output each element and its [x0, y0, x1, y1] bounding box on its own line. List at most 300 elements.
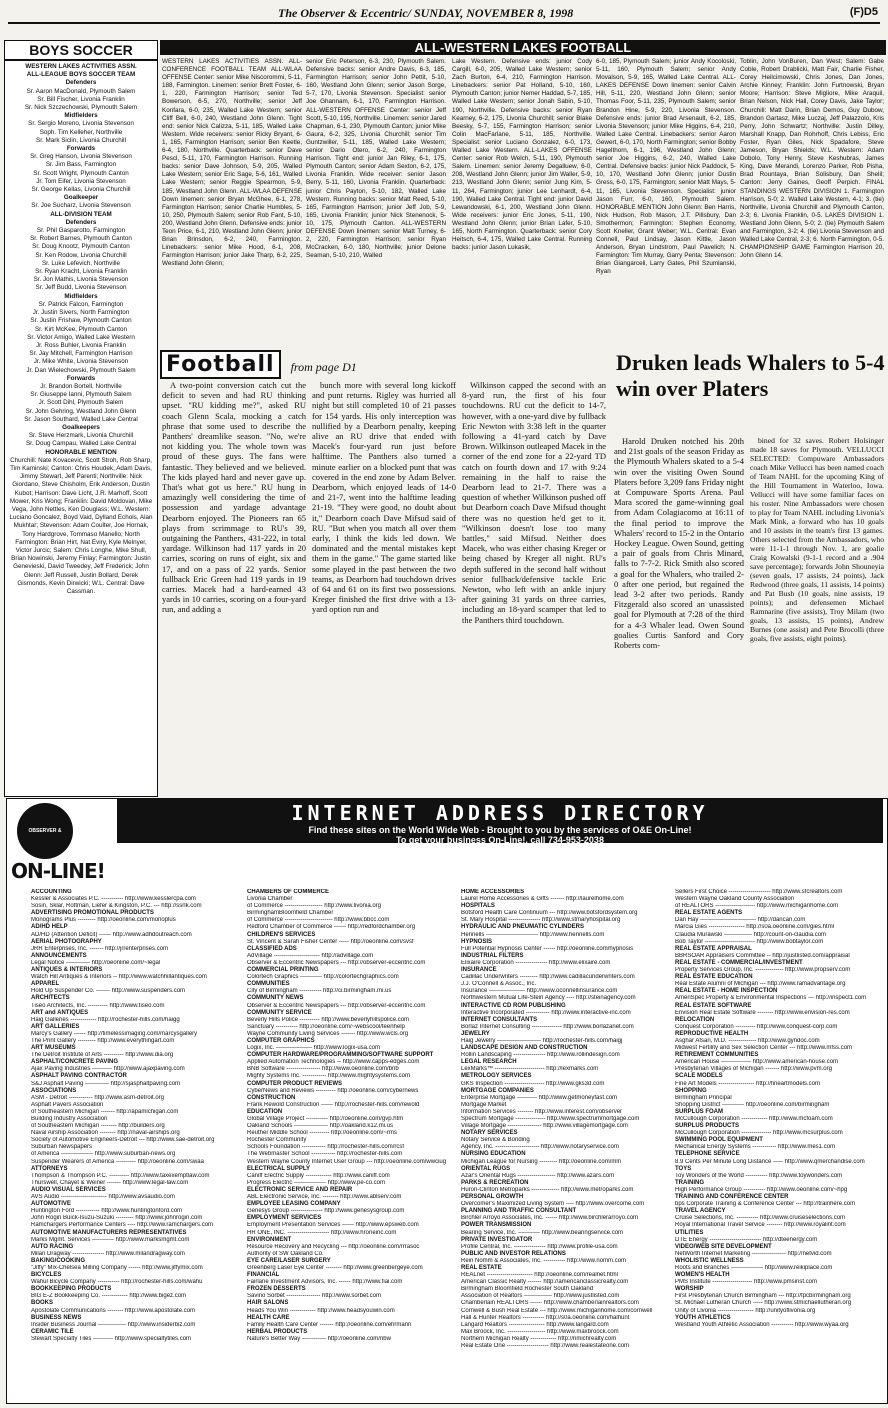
directory-category: CONSTRUCTION — [247, 1094, 296, 1101]
directory-entry[interactable]: 8.9 Cents Per Minute Long Distance ----- http://www.qmerchandise.com — [675, 1158, 865, 1165]
directory-entry[interactable]: Birmingham Principal — [675, 1094, 732, 1101]
directory-entry[interactable]: ABL Electronic Service, Inc. -------- http://www.ablserv.com — [247, 1194, 402, 1201]
directory-entry[interactable]: Profile Central, Inc. ---------------- http://www.profile-usa.com — [461, 1243, 618, 1250]
directory-entry[interactable]: Presbyterian Villages of Michigan ------- http://www.pvm.org — [675, 1066, 832, 1073]
roster-line: Jr. Tom Eifer, Livonia Stevenson — [36, 177, 126, 185]
directory-entry[interactable]: Unity of Livonia ------------------ http://unityoflivonia.org — [675, 1307, 816, 1314]
roster-line: ALL-LEAGUE BOYS SOCCER TEAM — [26, 71, 136, 79]
directory-entry[interactable]: St. Michael Lutheran Church ----- http://www.stmichaellutheran.org — [675, 1300, 852, 1307]
directory-entry[interactable]: The Print Gallery --------- http://www.everythingart.com — [31, 1037, 175, 1044]
roster-line: Sr. Justin Frishaw, Plymouth Canton — [30, 317, 132, 325]
directory-category: BOOKS — [31, 1300, 54, 1307]
roster-line: Defenders — [65, 218, 97, 226]
roster-line: Goalkeeper — [63, 194, 99, 202]
directory-category: ASPHALT PAVING CONTRACTOR — [31, 1073, 127, 1080]
directory-entry[interactable]: Mighty Systems Inc. ------------ http://www.mightysystems.com — [247, 1073, 411, 1080]
directory-category: HOSPITALS — [461, 903, 495, 910]
directory-category: NURSING EDUCATION — [461, 1151, 526, 1158]
directory-entry[interactable]: BIG E-Z Bookkeeping Co. ------------- http://www.bigez.com — [31, 1293, 187, 1300]
directory-category: REAL ESTATE - HOME INSPECTION — [675, 988, 778, 995]
directory-entry[interactable]: Tiseo Architects, Inc. ---------- http://www.tiseo.com — [31, 1002, 165, 1009]
directory-entry[interactable]: Rollin Landscaping ---------------- http://www.rollindesign.com — [461, 1052, 620, 1059]
directory-category: RETIREMENT COMMUNITIES — [675, 1052, 759, 1059]
roster-line: Sr. Jeff Budd, Livonia Stevenson — [35, 284, 127, 292]
directory-entry[interactable]: American Classic Realty ------- http://americanclassicrealty.com — [461, 1279, 629, 1286]
directory-category: SWIMMING POOL EQUIPMENT — [675, 1137, 763, 1144]
directory-category: LANDSCAPE DESIGN AND CONSTRUCTION — [461, 1045, 588, 1052]
directory-category: AUTOMOTIVE MANUFACTURERS REPRESENTATIVES — [31, 1229, 187, 1236]
directory-category: REPRODUCTIVE HEALTH — [675, 1030, 749, 1037]
directory-entry[interactable]: Full Potential Hypnosis Center ------ http://oeonline.com/hypnosis — [461, 945, 634, 952]
roster-line: Sr. Kirt McKee, Plymouth Canton — [34, 325, 128, 333]
directory-category: ASPHALT/CONCRETE PAVING — [31, 1059, 119, 1066]
directory-category: REAL ESTATE — [461, 1264, 502, 1271]
directory-entry[interactable]: Langard Realtors ------------------ http://www.langard.com — [461, 1321, 609, 1328]
directory-entry[interactable]: Elixaire Corporation ---------------- http://www.elixaire.com — [461, 959, 611, 966]
directory-col-1 — [31, 889, 241, 1401]
directory-entry[interactable]: Midwest Fertility and Sex Selection Center --- http://www.mfss.com — [675, 1045, 853, 1052]
directory-entry[interactable]: Fairlane Investment Advisors, Inc. ------ http://www.fiai.com — [247, 1279, 403, 1286]
oe-logo-ring: OBSERVER & ECCENTRIC — [17, 803, 73, 859]
online-logo-text: ON-LINE! — [11, 859, 105, 883]
directory-category: HERBAL PRODUCTS — [247, 1328, 308, 1335]
directory-category: COMMUNITIES — [247, 981, 290, 988]
directory-entry[interactable]: Stewart Specialty Tiles ---------- http://www.specialtytiles.com — [31, 1335, 192, 1342]
directory-entry[interactable]: Redford Chamber of Commerce ------ http://redfordchamber.org — [247, 924, 416, 931]
directory-category: ART GALLERIES — [31, 1023, 80, 1030]
directory-entry[interactable]: of Commerce ------------------- http://www.livonia.org — [247, 903, 381, 910]
directory-entry[interactable]: Insurance ------------------ http://www.oconnellinsurance.com — [461, 988, 618, 995]
roster-line: Sr. Doug Campau, Walled Lake Central — [25, 440, 137, 448]
directory-entry[interactable]: Laurel Home Accessories & Gifts ------- http://laurelhome.com — [461, 896, 624, 903]
directory-category: VIDEO/WEB SITE DEVELOPMENT — [675, 1243, 772, 1250]
roster-line: Sr. Ryan Kracht, Livonia Franklin — [35, 268, 127, 276]
directory-entry[interactable]: Dan Hay ---------------------------- http://dancan.com — [675, 917, 806, 924]
directory-category: COMMUNITY NEWS — [247, 995, 304, 1002]
roster-line: Sr. Joe Sucharz, Livonia Stevenson — [31, 202, 131, 210]
directory-entry[interactable]: Real Estate One --------------------- http://www.realestateone.com — [461, 1343, 630, 1349]
directory-entry[interactable]: Botsford Health Care Continuum --- http://www.botsfordsystem.org — [461, 910, 638, 917]
oe-online-logo — [9, 801, 113, 890]
directory-entry[interactable]: Huntington Ford ------------ http://www.huntingtonford.com — [31, 1208, 183, 1215]
directory-entry[interactable]: Haig Galleries ------------- http://rochester-hills.com/haigg — [31, 1016, 180, 1023]
directory-category: HYDRAULIC AND PNEUMATIC CYLINDERS — [461, 924, 584, 931]
directory-entry[interactable]: Fine Art Models ------------------ http://fineartmodels.com — [675, 1080, 821, 1087]
directory-category: TRAINING — [675, 1179, 704, 1186]
directory-category: INTERNET CONSULTANTS — [461, 1016, 538, 1023]
boys-soccer-box — [4, 40, 158, 797]
directory-category: HYPNOSIS — [461, 938, 493, 945]
directory-entry[interactable]: Wahul Bicycle Company ----------- http://rochester-hills.com/wahu — [31, 1279, 203, 1286]
directory-entry[interactable]: Savino Sorbet ----------------- http://www.sorbet.com — [247, 1293, 382, 1300]
directory-entry[interactable]: Colortech Graphics ----------- http://colortechgraphics.com — [247, 974, 399, 981]
directory-entry[interactable]: Society of Automotive Engineers-Detroit --- http://www.sae-detroit.org — [31, 1137, 215, 1144]
directory-entry[interactable]: Marcia Gies ------------------ http://s0a.oeonline.com/gies.html — [675, 924, 835, 931]
druken-col-2: bined for 32 saves. Robert Holsinger made 18 saves for Plymouth. VELLUCCI SELECTED: Compuware Ambassadors coach Mike Vellucci has been named coach of Team NAHL for the upcoming King of the Hill Tournament in Waterloo, Iowa. Vellucci will have some familiar faces on his roster. Nine Ambassadors were chosen to play for Team NAHL including Livonia's Mark Mink, a forward who has 10 goals and 10 assists in the team's first 13 games. Others selected from the Ambassadors, who were 11-1-1 through Nov. 1, are goalie Craig Kowalski (9-1-1 record and a .904 save percentage); forwards John Shouneyia (seven goals, 17 assists, 24 points), Jack Redwood (three goals, 11 assists, 14 points) and Pat Bush (10 goals, nine assists, 19 points); and defensemen Michael Ramnarine (five assists), Troy Milam (two goals, 13 assists, 15 points), Andrew Burnes (one assist) and Pete Brocolli (three goals, five assists, eight points). — [750, 436, 884, 643]
directory-entry[interactable]: Observer & Eccentric Newspapers --- http://observer-eccentric.com — [247, 959, 426, 966]
directory-entry[interactable]: St. Mary Hospital ---------------- http://www.stmaryhospital.org — [461, 917, 621, 924]
directory-entry[interactable]: DTE Energy -------------------------- http://dteenergy.com — [675, 1236, 818, 1243]
directory-category: TELEPHONE SERVICE — [675, 1151, 740, 1158]
roster-line: Jr. Dan Wielechowski, Plymouth Salem — [26, 366, 136, 374]
football-jump-head — [160, 350, 600, 377]
all-western-col-1: WESTERN LAKES ACTIVITIES ASSN. ALL-CONFERENCE FOOTBALL TEAM ALL-WLAA OFFENSE Center: senior Mike Niscorommi, 5-11, 188, Farmington. Linemen: senior Brett Foster, 6-1, 220, Farmington Harrison; senior Ted Bowerson, 6-5, 270, Northville; senior Jeff Konfara, 6-0, 235, Walled Lake Western; senior Cliff Bell, 6-0, 240, Westland John Glenn. Tight end: senior Nick Calizza, 5-11, 185, Walled Lake Western. Wide receivers: senior Ricky Bryant, 6-1, 165, Farmington Harrison; senior Ben Keetle, 6-4, 180, Northville. Quarterback: senior Dave Pescl, 5-11, 170, Farmington Harrison. Running backs: senior Dave Johnson, 5-9, 205, Walled Lake Western; senior Eric Sage, 5-6, 161, Walled Lake Western; senior Reggie Spearmon, 5-9, 185, Westland John Glenn. ALL-WLAA DEFENSE Down linemen: senior Bryan McGhee, 6-1, 278, Farmington Harrison; senior Charlie Humbles, 5-10, 250, Plymouth Salem; senior Rob Fant, 5-10, 200, Westland John Glenn. Defensive ends: junior Teon Price, 6-1, 210, Westland John Glenn; junior Brian Brinsdon, 6-2, 240, Farmington. Linebackers: senior Mike Hood, 6-1, 208, Farmington Harrison; junior Jake Tharp, 6-2, 225, Westland John Glenn; — [162, 58, 302, 268]
directory-entry[interactable]: Interactive Incorporated ------------ http://www.interactive-inc.com — [461, 1009, 631, 1016]
directory-entry[interactable]: Asphalt Pavers Association — [31, 1101, 104, 1108]
directory-category: POWER TRANSMISSION — [461, 1222, 532, 1229]
directory-entry[interactable]: Marcy's Gallery ------ http://timelessimaging.com/marcysgallery — [31, 1030, 198, 1037]
directory-entry[interactable]: Notary Service & Bonding — [461, 1137, 530, 1144]
directory-entry[interactable]: Sosin, Sklar, Rottman, Liefer & Kingston, P.C. --- http://ssrlk.com — [31, 903, 202, 910]
directory-entry[interactable]: Cornwell & Bush Real Estate --- http://www.michiganhome.com/cornwell — [461, 1307, 653, 1314]
directory-category: AUTOMOTIVE — [31, 1201, 71, 1208]
directory-entry[interactable]: Roots and Branches ---------------- http://www.reikiplace.com — [675, 1264, 833, 1271]
directory-entry[interactable]: McCullough Corporation ------------- http://www.mcfoam.com — [675, 1116, 833, 1122]
directory-entry[interactable]: Borlaz Internet Consulting --------------- http://www.borlazanet.com — [461, 1023, 634, 1030]
directory-category: AUTO RACING — [31, 1243, 74, 1250]
all-western-col-2: senior Eric Peterson, 6-3, 230, Plymouth Salem. Defensive backs: senior Andre Davis, 6-3, 185, Farmington Harrison; senior John Pettit, 5-10, 160, Westland John Glenn; senior Jason Sorge, 5-7, 170, Livonia Stevenson. Specialist: senior Joe Ghannam, 6-1, 170, Farmington Harrison. ALL-WESTERN OFFENSE Center: senior Jeff Scott, 5-10, 195, Northville. Linemen: senior Jared Chapman, 6-1, 230, Plymouth Canton; junior Mike Gaura, 6-2, 325, Livonia Churchill; senior Tim Guntzwiller, 5-11, 185, Walled Lake Western; senior Dario Otero, 6-2, 240, Farmington Harrison. Tight end: junior Jan Riley, 6-1, 175, Plymouth Canton; senior Adam Sexton, 6-2, 175, Livonia Franklin. Wide receiver: senior Jason Berry, 5-11, 160, Livonia Franklin. Quarterback: junior Chris Payton, 5-10, 182, Walled Lake Western. Running backs: senior Matt Reed, 5-10, 165, Farmington Harrison; junior Jeff Job, 5-9, 165, Livonia Franklin; junior Nick Stenenock, 5-10, 175, Plymouth Canton. ALL-WESTERN DEFENSE Down linemen: senior Matt Turney, 6-2, 220, Farmington Harrison; senior Ryan McCracken, 6-0, 180, Northville; junior Delone Seaman, 5-10, 210, Walled — [306, 58, 446, 260]
directory-entry[interactable]: Birchler Arroyo Associates, Inc. ------ http://www.birchlerarroyo.com — [461, 1215, 639, 1222]
directory-category: CHAMBERS OF COMMERCE — [247, 889, 329, 895]
directory-col-2 — [247, 889, 457, 1401]
roster-line: Sr. Aaron MacDonald, Plymouth Salem — [26, 87, 136, 95]
directory-category: PLANNING AND TRAFFIC CONSULTANT — [461, 1208, 577, 1215]
directory-entry[interactable]: Shopping District ----------- http://oeonline.com/birmingham — [675, 1101, 830, 1108]
directory-entry[interactable]: Real Estate Alumni of Michigan --- http://www.ramadvantage.org — [675, 981, 846, 988]
druken-headline: Druken leads Whalers to 5-4 win over Platers — [616, 350, 885, 401]
directory-entry[interactable]: Northwestern Mutual Life-Stein Agency ---- http://steinagency.com — [461, 995, 636, 1002]
directory-category: WORSHIP — [675, 1286, 704, 1293]
roster-line: Sr. George Kellas, Livonia Churchill — [31, 186, 131, 194]
directory-entry[interactable]: "Jiffy" Mix-Chelsea Milling Company ------ http://www.jiffymix.com — [31, 1264, 203, 1271]
directory-entry[interactable]: LexMarks™ ------------------------- http://lexmarks.com — [461, 1066, 599, 1073]
directory-entry[interactable]: Information Services -------- http://www.interest.com/observer — [461, 1108, 623, 1115]
directory-entry[interactable]: McCullough Corporation --------------- http://www.mcsurplus.com — [675, 1130, 843, 1137]
directory-entry[interactable]: Family Health Care Center ------- http://oeonline.com/ehrmann — [247, 1321, 412, 1328]
directory-category: CERAMIC TILE — [31, 1328, 74, 1335]
directory-entry[interactable]: Resource Recovery and Recycling --- http://oeonline.com/rrrasoc — [247, 1243, 420, 1250]
directory-category: FINANCIAL — [247, 1272, 280, 1279]
directory-entry[interactable]: Royal International Travel Service -------- http://www.royalint.com — [675, 1222, 846, 1229]
roster-line: Jr. Justin Sivers, North Farmington — [32, 309, 130, 317]
directory-phone: To get your business On-Line!, call 734-953-2038 — [396, 835, 604, 845]
directory-entry[interactable]: Nature's Better Way ------------ http://oeonline.com/nbw — [247, 1335, 391, 1342]
directory-entry[interactable]: Conquest Corporation ---------- http://www.conquest-corp.com — [675, 1023, 838, 1030]
directory-category: COMPUTER GRAPHICS — [247, 1037, 315, 1044]
directory-category: SHOPPING — [675, 1087, 707, 1094]
directory-category: HOME ACCESSORIES — [461, 889, 525, 895]
directory-entry[interactable]: Applied Automation Technologies -- http://www.capps-edges.com — [247, 1059, 420, 1066]
directory-entry[interactable]: Hold Up Suspender Co. ------- http://www.suspenders.com — [31, 988, 186, 995]
directory-entry[interactable]: Oakland Schools ----------------- http://oakland.k12.mi.us — [247, 1123, 394, 1130]
directory-category: INSURANCE — [461, 967, 497, 974]
directory-entry[interactable]: John Rogin Buick-Isuzu-Suzuki --------- http://www.johnrogin.com — [31, 1215, 203, 1222]
directory-entry[interactable]: Hall & Hunter Realtors ----------- http://s0a.oeonline.com/halhunt — [461, 1314, 630, 1321]
directory-entry[interactable]: of REALTORS -------------------- http://www.michiganhome.com — [675, 903, 839, 910]
directory-entry[interactable]: AmeriSpec Property & Environmental Inspections --- http://inspect1.com — [675, 995, 867, 1002]
boys-soccer-roster — [5, 61, 157, 598]
directory-entry[interactable]: Hennells -------------------------- http://www.hennells.com — [461, 931, 605, 938]
directory-entry[interactable]: Enterprise Mortgage ---------- http://www.getmoneyfast.com — [461, 1094, 618, 1101]
roster-line: Forwards — [66, 374, 96, 382]
directory-entry[interactable]: Max Broock, Inc. ------------------- http://www.maxbroock.com — [461, 1328, 619, 1335]
directory-category: ART and ANTIQUES — [31, 1009, 89, 1016]
roster-line: Sr. Jim Bass, Farmington — [45, 161, 117, 169]
roster-line: HONORABLE MENTION — [45, 448, 117, 456]
directory-entry[interactable]: Marks Mgmt. Services ----------- http://www.marksmgmt.com — [31, 1236, 190, 1243]
roster-line: Churchill: Nate Kovacevic, Scott Stroh, Rob Sharp, Tim Kaminski; Canton: Chris Houdek, Adam Davis, Jimmy Stewart, Jeff Parenti; Northville: Nick Giordano, Steve Chisholm, Erik Anderson, Dustin Kubot; Harrison: Dave Licht, J.R. Marhoff, Scott Mower, Kris Wong; Franklin: David Moldovan, Mike Vega, John Nettles, Ken Douglass; W.L. Western: Luciano Goncalez, Boyd Vaid, Dylland Echols, Alan Mukhtar; Stevenson: Adam Coulter, Joe Hornak, Tony Hardgrove, Tommaso Manello; North Farmington: Brian Hirt, Nat Eviry, Kyle Melnyer, Victor Jurcic; Salem: Chris Longhe, Mike Shull, Brian Nowinski, Jeremy Finlay; Farmington: Justin Genevieski, David Tweedey, Jeff Frederick; John Glenn: Jeff Russell, Justin Bollard, Derek Gismonds, Kevin Dirwicki; W.L. Central: Dave Cassman. — [9, 456, 153, 595]
directory-entry[interactable]: Wayne Community Living Services ------- http://www.wcls.org — [247, 1030, 409, 1037]
football-heading: Football — [160, 350, 281, 379]
roster-line: Sr. Scott Wright, Plymouth Canton — [33, 169, 129, 177]
directory-entry[interactable]: Rein Nomm & Associates, Inc. ----------- http://www.nomm.com — [461, 1257, 627, 1264]
directory-entry[interactable]: Chamberlain REALTORS ------ http://www.chamberlainrealtors.com — [461, 1300, 639, 1307]
roster-line: Forwards — [66, 145, 96, 153]
all-western-col-3: Lake Western. Defensive ends: junior Cody Cargill, 6-0, 205, Walled Lake Western; senior Zach Burton, 6-4, 210, Farmington Harrison. Linebackers: senior Pat Holland, 5-10, 160, Plymouth Canton; junior Nemer Haddad, 5-7, 185, Walled Lake Western; senior Jonah Sabin, 5-10, 190, Northville. Defensive backs: senior Ryan Kearney, 6-2, 175, Livonia Churchill; senior Blake Beesky, 5-7, 155, Farmington Harrison; senior Colin MacFarlane, 5-11, 185, Northville. Specialist: senior Luciano Gonzalez, 6-0, 173, Walled Lake Western. ALL-LAKES OFFENSE Center: senior Rob Welch, 5-11, 190, Plymouth Salem. Linemen: senior Jeremy Degalluew, 6-0, 208, Westland John Glenn; junior Jim Waller, 5-9, 213, Westland John Glenn; senior Jung Kim, 5-11, 264, Farmington; junior Lee Lenhardt, 6-4, 190, Walled Lake Central. Tight end: junior David Lewandowski, 6-1, 200, Westland John Glenn. Wide receivers: junior Eric Jones, 5-11, 190, Westland John Glenn; junior Brian Lafer, 5-10, 165, North Farmington. Quarterback: senior Cory Heitsch, 6-4, 175, Walled Lake Central. Running backs: junior Jason Lukasik, — [452, 58, 592, 252]
directory-entry[interactable]: Bob Taylor ------------------------- http://www.bobtaylor.com — [675, 938, 824, 945]
directory-category: AUDIO VISUAL SERVICES — [31, 1186, 106, 1193]
directory-entry[interactable]: Huron-Clinton Metroparks -------------- http://www.metroparks.com — [461, 1186, 634, 1193]
directory-entry[interactable]: ASM - Detroit ------------ http://www.asm-detroit.org — [31, 1094, 165, 1101]
directory-banner — [117, 799, 883, 843]
directory-entry[interactable]: of Southeastern Michigan ------- http://apamichigan.com — [31, 1108, 179, 1115]
directory-entry[interactable]: Cadillac Underwriters --------- http://www.cadillacunderwriters.com — [461, 974, 635, 981]
directory-category: PERSONAL GROWTH — [461, 1194, 524, 1201]
directory-entry[interactable]: Observer & Eccentric Newspapers --- http://observer-eccentric.com — [247, 1002, 426, 1009]
directory-entry[interactable]: Sanctuary ----------- http://oeonline.com/~webscool/teenhelp — [247, 1023, 405, 1030]
directory-category: ELECTRICAL SUPPLY — [247, 1165, 311, 1172]
directory-entry[interactable]: Employment Presentation Services ------ http://www.epsweb.com — [247, 1222, 419, 1229]
directory-entry[interactable]: NetWorth Internet Marketing ----------------- http://netvid.com — [675, 1250, 832, 1257]
directory-category: ATTORNEYS — [31, 1165, 68, 1172]
directory-entry[interactable]: Genesys Group ---------------- http://www.genesysgroup.com — [247, 1208, 405, 1215]
directory-category: HAIR SALONS — [247, 1300, 289, 1307]
roster-line: Sr. Mark Siclin, Livonia Churchill — [36, 136, 126, 144]
directory-entry[interactable]: Agency, Inc. ---------------------- http://www.notaryservice.com — [461, 1144, 619, 1151]
directory-entry[interactable]: HR ONE, INC. --------------------- http://www.hroneinc.com — [247, 1229, 397, 1236]
directory-category: COMMUNITY SERVICE — [247, 1009, 312, 1016]
directory-entry[interactable]: BBRSOAR Appraisers Committee -- http://justlisted.com/appraisal — [675, 952, 850, 959]
directory-entry[interactable]: Naval Airship Association -------- http://naval-airships.org — [31, 1130, 180, 1137]
roster-line: ALL-DIVISION TEAM — [50, 210, 112, 218]
directory-entry[interactable]: Rochester Community — [247, 1137, 307, 1144]
roster-line: Sr. Nick Szczechowski, Plymouth Salem — [24, 104, 138, 112]
directory-category: AERIAL PHOTOGRAPHY — [31, 938, 102, 945]
all-western-title: ALL-WESTERN LAKES FOOTBALL — [160, 40, 886, 55]
directory-category: BOOKKEEPING PRODUCTS — [31, 1286, 112, 1293]
directory-entry[interactable]: AdVillage ----------------------- http://advillage.com — [247, 952, 374, 959]
directory-category: COMMERCIAL PRINTING — [247, 967, 319, 974]
directory-entry[interactable]: Thurswell, Chayet & Weiner ------- http://www.legal-law.com — [31, 1179, 189, 1186]
directory-entry[interactable]: Western Wayne Oakland County Association — [675, 896, 795, 903]
directory-category: ACCOUNTING — [31, 889, 72, 895]
directory-entry[interactable]: Cruise Selections, Inc. ----------- http://www.cruiseselections.com — [675, 1215, 846, 1222]
directory-entry[interactable]: of Southeastern Michigan -------- http://builders.org — [31, 1123, 165, 1130]
directory-entry[interactable]: The Detroit Institute of Arts ---------- http://www.dia.org — [31, 1052, 174, 1059]
directory-category: REAL ESTATE EDUCATION — [675, 974, 753, 981]
directory-entry[interactable]: Thompson & Thompson P.C. ---------- http://www.taxexemptlaw.com — [31, 1172, 210, 1179]
directory-entry[interactable]: Schools Foundation ------------ http://rochester-hills.com/rcsf — [247, 1144, 405, 1151]
directory-entry[interactable]: Overcomer's Maximized Living System ---- http://www.overcome.com — [461, 1201, 645, 1208]
directory-entry[interactable]: AD/HD (Attention Deficit) ------ http://www.adhdoutreach.com — [31, 931, 192, 938]
directory-entry[interactable]: Asghar Afsari, M.D. -------------- http://www.gyndoc.com — [675, 1037, 820, 1044]
roster-line: Sr. Robert Barnes, Plymouth Canton — [30, 235, 132, 243]
directory-entry[interactable]: Greenberg Laser Eye Center -------- http://www.greenbergeye.com — [247, 1264, 423, 1271]
roster-line: Jr. Ross Buhler, Livonia Franklin — [36, 341, 126, 349]
directory-entry[interactable]: Livonia Chamber — [247, 896, 293, 903]
directory-category: REAL ESTATE SOFTWARE — [675, 1002, 752, 1009]
directory-category: ANTIQUES & INTERIORS — [31, 967, 103, 974]
directory-entry[interactable]: The Webmaster School ------------ http://rochester-hills.com — [247, 1151, 403, 1158]
directory-entry[interactable]: S&J Asphalt Paving ------------ http://sjasphaltpaving.com — [31, 1080, 181, 1087]
directory-entry[interactable]: Ramchargers Performance Centers ---- http://www.ramchargers.com — [31, 1222, 214, 1229]
directory-entry[interactable]: Northern Michigan Realty ------------- http://nmichrealty.com — [461, 1335, 617, 1342]
directory-entry[interactable]: CyberNews and Reviews ---------- http://oeonline.com/cybernews — [247, 1087, 419, 1094]
roster-line: WESTERN LAKES ACTIVITIES ASSN. — [25, 63, 137, 70]
directory-entry[interactable]: BNB Software ----------------- http://www.oeonline.com/bnb — [247, 1066, 399, 1073]
directory-entry[interactable]: Westland Youth Athletic Association ----------- http://www.wyaa.org — [675, 1321, 849, 1328]
directory-entry[interactable]: Western Wayne County Internet User Group --- http://oeonline.com/wwciug — [247, 1158, 447, 1165]
directory-entry[interactable]: Birmingham Bloomfield Rochester South Oakland — [461, 1286, 594, 1293]
directory-entry[interactable]: Beverly Hills Police ---------- http://www.beverlyhillspolice.com — [247, 1016, 410, 1023]
directory-entry[interactable]: High Performance Group ----------- http://www.oeonline.com/~hpg — [675, 1186, 848, 1193]
directory-entry[interactable]: Watch Hill Antiques & Interiors -- http://www.watchhillantiques.com — [31, 974, 207, 981]
directory-entry[interactable]: Caniff Electric Supply ------------- http://www.caniff.com — [247, 1172, 390, 1179]
directory-entry[interactable]: AVS Audio ----------------------- http://www.avsaudio.com — [31, 1194, 175, 1201]
directory-category: CHILDREN'S SERVICES — [247, 931, 316, 938]
directory-entry[interactable]: Progress Electric ---------------- http://www.pe-co.com — [247, 1179, 386, 1186]
directory-entry[interactable]: Milan Dragway ---------------- http://www.milandragway.com — [31, 1250, 185, 1257]
directory-entry[interactable]: Ajax Paving Industries ---------- http://www.ajaxpaving.com — [31, 1066, 185, 1073]
boys-soccer-title: BOYS SOCCER — [5, 41, 157, 61]
directory-category: PRIVATE INVESTIGATOR — [461, 1236, 533, 1243]
directory-category: APPAREL — [31, 981, 60, 988]
page-header — [8, 4, 880, 24]
directory-category: EMPLOYMENT SERVICES — [247, 1215, 322, 1222]
directory-category: ARCHITECTS — [31, 995, 70, 1002]
roster-line: Sr. Jon Mathis, Livonia Stevenson — [33, 276, 129, 284]
directory-subtitle: Find these sites on the World Wide Web - Brought to you by the services of O&E On-Line! — [308, 825, 692, 835]
directory-entry[interactable]: GKS Inspection -------------------- http://www.gks3d.com — [461, 1080, 605, 1087]
directory-entry[interactable]: BirminghamBloomfield Chamber — [247, 910, 334, 917]
directory-entry[interactable]: Frank Rewold Construction ------ http://rochester-hills.com/rewold — [247, 1101, 420, 1108]
football-col-2: bunch more with several long kickoff and punt returns. Rigley was hurried all night but still completed 10 of 21 passes for 154 yards. His only interception was nullified by a Dearborn penalty, keeping alive an RU drive that ended with Macek's four-yard run just before halftime. The Panthers also turned a minute earlier on a blocked punt that was covered in the end zone by Adam Belver. Dearborn, which enjoyed leads of 14-0 and 21-7, went into the halftime leading 21-19. "They were good, no doubt about it," Dearborn coach Dave Mifsud said of RU. "But when you match all over them early, I think the kids led down. We dominated and the mental mistakes kept them in the game." The game started like some played in the past between the two teams, as Dearborn had touchdown drives of 64 and 61 on its first two possessions. Kreger finished the first drive with a 13-yard option run and — [312, 380, 456, 615]
directory-entry[interactable]: Toy Wonders of the World ----------- http://www.toywonders.com — [675, 1172, 843, 1179]
roster-line: Sr. Greg Hanson, Livonia Stevenson — [30, 153, 132, 161]
directory-entry[interactable]: Envision Real Estate Software -------- http://www.envision-res.com — [675, 1009, 850, 1016]
directory-category: ANNOUNCEMENTS — [31, 952, 87, 959]
directory-entry[interactable]: Suburban Newspapers — [31, 1144, 93, 1151]
directory-entry[interactable]: Suspender Wearers of America ---------- http://oeonline.com/swaa — [31, 1158, 204, 1165]
directory-entry[interactable]: Haig Jewelry ---------------------- http://rochester-hills.com/haigj — [461, 1037, 623, 1044]
directory-category: PUBLIC AND INVESTOR RELATIONS — [461, 1250, 566, 1257]
directory-entry[interactable]: of America ---------------- http://www.suburban-news.org — [31, 1151, 176, 1158]
football-col-1: A two-point conversion catch cut the deficit to seven and had RU thinking upset. "RU kidding me?", asked RU coach Glenn Scala, mocking a catch phrase that some used to describe the Panthers' dreamlike season. "No, we're not kidding you. The whole town was proud of these guys. The fans were fantastic. They believed and we believed. The kids played hard and never gave up. That's what got us here." RU hung in amazingly well considering the time of possession and yardage advantage Dearborn enjoyed. The Pioneers ran 65 plays from scrimmage to RU's 39, outgaining the Panthers, 431-222, in total yardage. Wilkinson had 117 yards in 20 carries, scoring on runs of eight, six and 17, and on a pass of 22 yards. Senior fullback Eric Green had 119 yards in 19 carries. Macek had a hard-earned 43 yards in 10 carries, scoring on a four-yard run, and adding a — [162, 380, 306, 615]
directory-col-3 — [461, 889, 671, 1401]
directory-entry[interactable]: St. Vincent & Sarah Fisher Center ----- http://oeonline.com/svsf — [247, 938, 414, 945]
directory-entry[interactable]: City of Birmingham ----------- http://ci.birmingham.mi.us — [247, 988, 392, 995]
directory-entry[interactable]: Mechanical Energy Systems ------------ http://www.mes1.com — [675, 1144, 836, 1151]
directory-entry[interactable]: Bearing Service, Inc. ----------- http://www.bearingservice.com — [461, 1229, 624, 1236]
druken-col-1: Harold Druken notched his 20th and 21st goals of the season Friday as the Plymouth Whalers skated to a 5-4 win over the visiting Owen Sound Platers before 3,209 fans Friday night at Compuware Sports Arena. Paul Mara scored the game-winning goal from Adam Colagiacomo at 16:11 of the final period to improve the Whalers' record to 15-2 in the Ontario Hockey League. Owen Sound, getting a pair of goals from Chris Minard, falls to 7-7-2. Rick Smith also scored a goal for the Whalers, who trailed 2-0 after one period, but regained the lead 3-2 after two periods. Randy Fitzgerald also scored an unassisted goal for Plymouth at 7:28 of the third for a 4-3 Whaler lead. Owen Sound goalies Curtis Sanford and Cory Roberts com- — [614, 436, 744, 651]
directory-category: REAL ESTATE - COMMERCIAL/INVESTMENT — [675, 959, 803, 966]
roster-line: Sr. Victor Amigo, Walled Lake Western — [27, 333, 135, 341]
directory-entry[interactable]: Village Mortgage ----------------- http://www.villagemortgage.com — [461, 1123, 628, 1130]
directory-entry[interactable]: Michigan League for Nursing --------- http://oeonline.com/mln — [461, 1158, 622, 1165]
roster-line: Sr. Jay Mitchell, Farmington Harrison — [29, 350, 133, 358]
directory-entry[interactable]: Association of Realtors -------------- http://www.justlisted.com — [461, 1293, 620, 1300]
directory-entry[interactable]: Legal Notice ------------ http://oeonline.com/~legal — [31, 959, 161, 966]
directory-category: JEWELRY — [461, 1030, 490, 1037]
directory-category: BUSINESS NEWS — [31, 1314, 82, 1321]
directory-category: INTERACTIVE CD ROM PUBLISHING — [461, 1002, 566, 1009]
directory-entry[interactable]: Insider Business Journal -------------- http://www.insiderbiz.com — [31, 1321, 196, 1328]
directory-entry[interactable]: First Presbyterian Church Birmingham --- http://fpcbirmingham.org — [675, 1293, 851, 1300]
directory-entry[interactable]: Monograms Plus --------- http://oeonline.com/monoplus — [31, 917, 176, 924]
directory-category: YOUTH ATHLETICS — [675, 1314, 731, 1321]
directory-category: LEGAL RESEARCH — [461, 1059, 517, 1066]
directory-entry[interactable]: Claudia Murawski -------------- http://count-on-claudia.com — [675, 931, 827, 938]
roster-line: Jr. Scott Dihl, Plymouth Salem — [38, 399, 124, 407]
directory-entry[interactable]: American House --------------- http://www.american-house.com — [675, 1059, 839, 1066]
directory-category: TRAVEL AGENCY — [675, 1208, 726, 1215]
directory-entry[interactable]: PMS Institute -------------------- http://www.pmsinst.com — [675, 1279, 817, 1286]
directory-entry[interactable]: Building Industry Association — [31, 1116, 108, 1122]
directory-entry[interactable]: bps Corporate Training & Conference Center --- http://trainhere.com — [675, 1201, 856, 1208]
roster-line: Sr. Patrick Falcon, Farmington — [38, 300, 124, 308]
directory-entry[interactable]: Property Services Group, Inc. -------------- http://www.propserv.com — [675, 967, 851, 974]
directory-category: CLASSIFIED ADS — [247, 945, 297, 952]
internet-directory — [6, 798, 888, 1404]
directory-category: EDUCATION — [247, 1108, 283, 1115]
directory-entry[interactable]: Sellers First Choice --------------------- http://www.sfcrealtors.com — [675, 889, 843, 895]
directory-entry[interactable]: Reuther Middle School ---------- http://oeonline.com/~rms — [247, 1130, 397, 1137]
roster-line: Sr. Doug Knootz, Plymouth Canton — [32, 243, 130, 251]
all-western-col-5: Toblin, John VonBuren, Dan West; Salem: Gabe Coble, Robert Drablicki, Matt Fair, Charlie Fisher, Corey Heilcimowski, Chris Jones, Dan Jones, Archie Kinney; Franklin: John Furtnowski, Bryan Moore; Harrison: Steve Migliore, Mike Araquil, Brian Nelson, Nick Hall, Corey Davis, Jake Taylor; Churchill: Matt Darin, Brian Demos, Guy Dubow, Brandon Gartasz, Mike Luczaj, Jeff Palazzolo, Kris Perry, John Schwartz; Northville: Justin Dilley, Marshall Knapp, Dan Rohrhoff, Chris Lebiss, Eric Foster, Ryan Giles, Nick Spadafore, Steve Jameson, Bryan Shields; W.L. Western: Adam Dobolo, Tony Henry, Steve Keshubras, James King, Dave Merandi, Lorenzo Parker, Rob Pisha, Brad Rountaya, Brian Solisbury, Dan Shelil; Canton: Jerry Gaines, Geoff Perpich. FINAL STANDINGS WESTERN DIVISION 1. Farmington Harrison, 5-0; 2. Walled Lake Western, 4-1; 3. (tie) Northville, Livonia Churchill and Plymouth Canton, 2-3; 6. Livonia Franklin, 0-5. LAKES DIVISION 1. Westland John Glenn, 5-0; 2. (tie) Plymouth Salem and Farmington, 3-2; 4. (tie) Livonia Stevenson and Walled Lake Central, 2-3; 6. North Farmington, 0-5. CHAMPIONSHIP GAME Farmington Harrison 20, John Glenn 14. — [740, 58, 884, 260]
directory-entry[interactable]: Kessler & Associates P.C. ----------- http://www.kesslercpa.com — [31, 896, 196, 903]
directory-category: FROZEN DESSERTS — [247, 1286, 306, 1293]
directory-entry[interactable]: J.J. O'Connell & Assoc., Inc. — [461, 981, 537, 988]
roster-line: Sr. Steve Herzmark, Livonia Churchill — [28, 432, 134, 440]
directory-category: ASSOCIATIONS — [31, 1087, 77, 1094]
roster-line: Sr. Sergio Moreno, Livonia Stevenson — [28, 120, 134, 128]
directory-entry[interactable]: Spectrum Mortgage --------------- http://www.spectrummortgage.com — [461, 1116, 640, 1122]
publication-line: The Observer & Eccentric/ SUNDAY, NOVEMBER 8, 1998 — [278, 6, 574, 20]
roster-line: Goalkeepers — [62, 423, 100, 431]
roster-line: Defenders — [65, 79, 97, 87]
directory-entry[interactable]: REALnet ----------------------- http://oeonline.com/realnet.html — [461, 1272, 619, 1279]
directory-entry[interactable]: Apostolate Communications -------- http://www.apostolate.com — [31, 1307, 196, 1314]
directory-entry[interactable]: JRR Enterprises, Inc. ------- http://jrrenterprises.com — [31, 945, 169, 952]
directory-category: SCALE MODELS — [675, 1073, 723, 1080]
directory-entry[interactable]: of Commerce ------------------------ http://www.bbcc.com — [247, 917, 390, 924]
directory-entry[interactable]: Mortgage Market — [461, 1101, 507, 1108]
directory-entry[interactable]: Heads You Win ------------- http://www.headsyouwin.com — [247, 1307, 395, 1314]
directory-category: BAKING/COOKING — [31, 1257, 85, 1264]
directory-title: INTERNET ADDRESS DIRECTORY — [291, 801, 709, 825]
directory-category: EMPLOYEE LEASING COMPANY — [247, 1201, 341, 1208]
roster-line: Soph. Tim Kelleher, Northville — [39, 128, 123, 136]
directory-col-4 — [675, 889, 885, 1401]
roster-line: Sr. John Gehring, Westland John Glenn — [25, 407, 137, 415]
directory-category: TOYS — [675, 1165, 692, 1172]
directory-entry[interactable]: Logix, Inc. ------------------ http://www.logix-usa.com — [247, 1045, 381, 1052]
directory-category: RELOCATION — [675, 1016, 715, 1023]
directory-entry[interactable]: Azar's Oriental Rugs ------------------- http://www.azars.com — [461, 1172, 615, 1179]
directory-entry[interactable]: Global Village Project ----------- http://oeonline.com/gvp.htm — [247, 1116, 404, 1122]
directory-entry[interactable]: Authority of SW Oakland Co. — [247, 1250, 324, 1257]
directory-category: UTILITIES — [675, 1229, 704, 1236]
